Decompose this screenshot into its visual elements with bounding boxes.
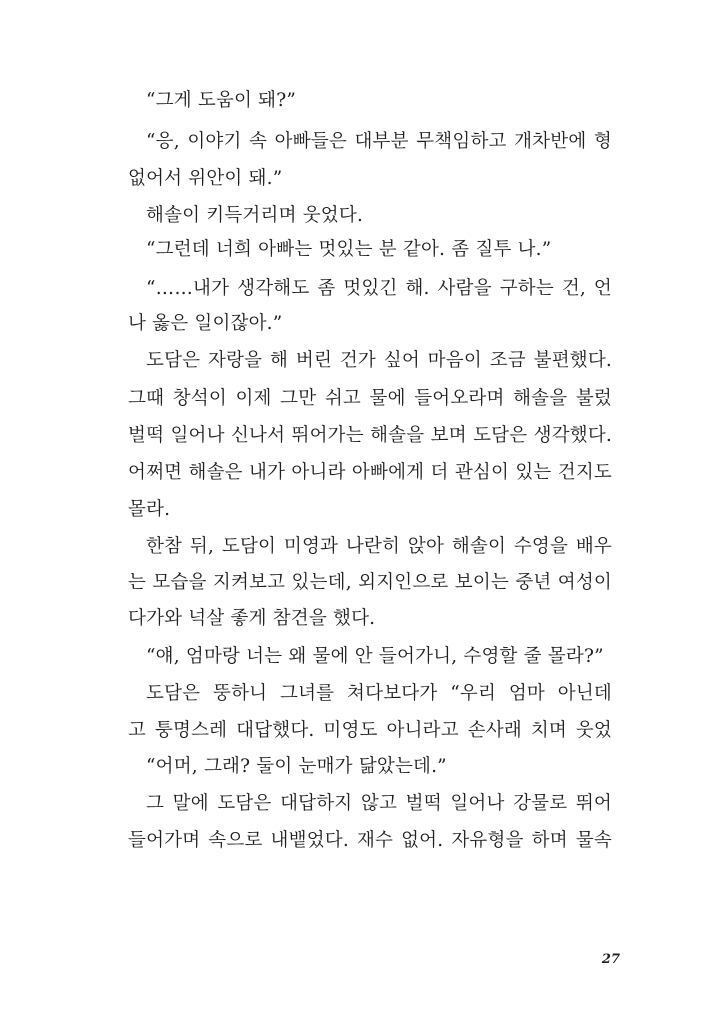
text-line: 나 옳은 일이잖아.”: [128, 313, 283, 334]
text-line: “얘, 엄마랑 너는 왜 물에 안 들어가니, 수영할 줄 몰라?”: [146, 646, 604, 667]
text-line: 그때 창석이 이제 그만 쉬고 물에 들어오라며 해솔을 불렀: [128, 388, 612, 409]
text-line: “응, 이야기 속 아빠들은 대부분 무책임하고 개차반에 형: [146, 131, 612, 152]
text-line: 고 퉁명스레 대답했다. 미영도 아니라고 손사래 치며 웃었: [128, 720, 612, 741]
text-line: “어머, 그래? 둘이 눈매가 닮았는데.”: [146, 756, 447, 777]
text-line: 도담은 자랑을 해 버린 건가 싶어 마음이 조금 불편했다.: [146, 350, 612, 371]
text-line: 도담은 뚱하니 그녀를 쳐다보다가 “우리 엄마 아닌데: [146, 683, 612, 704]
text-line: 몰라.: [128, 499, 171, 520]
text-line: 는 모습을 지켜보고 있는데, 외지인으로 보이는 중년 여성이: [128, 572, 612, 593]
text-line: 없어서 위안이 돼.”: [128, 168, 283, 189]
text-line: 벌떡 일어나 신나서 뛰어가는 해솔을 보며 도담은 생각했다.: [128, 425, 612, 446]
text-line: 한참 뒤, 도담이 미영과 나란히 앉아 해솔이 수영을 배우: [146, 536, 612, 557]
text-line: 어쩌면 해솔은 내가 아니라 아빠에게 더 관심이 있는 건지도: [128, 462, 612, 483]
text-line: “……내가 생각해도 좀 멋있긴 해. 사람을 구하는 건, 언: [146, 278, 612, 299]
text-line: 해솔이 키득거리며 웃었다.: [146, 205, 364, 226]
text-line: 다가와 넉살 좋게 참견을 했다.: [128, 608, 376, 629]
page-number: 27: [601, 952, 620, 967]
text-line: “그게 도움이 돼?”: [146, 90, 297, 111]
text-line: “그런데 너희 아빠는 멋있는 분 같아. 좀 질투 나.”: [146, 239, 552, 260]
text-line: 그 말에 도담은 대답하지 않고 벌떡 일어나 강물로 뛰어: [146, 793, 612, 814]
text-line: 들어가며 속으로 내뱉었다. 재수 없어. 자유형을 하며 물속: [128, 830, 612, 851]
